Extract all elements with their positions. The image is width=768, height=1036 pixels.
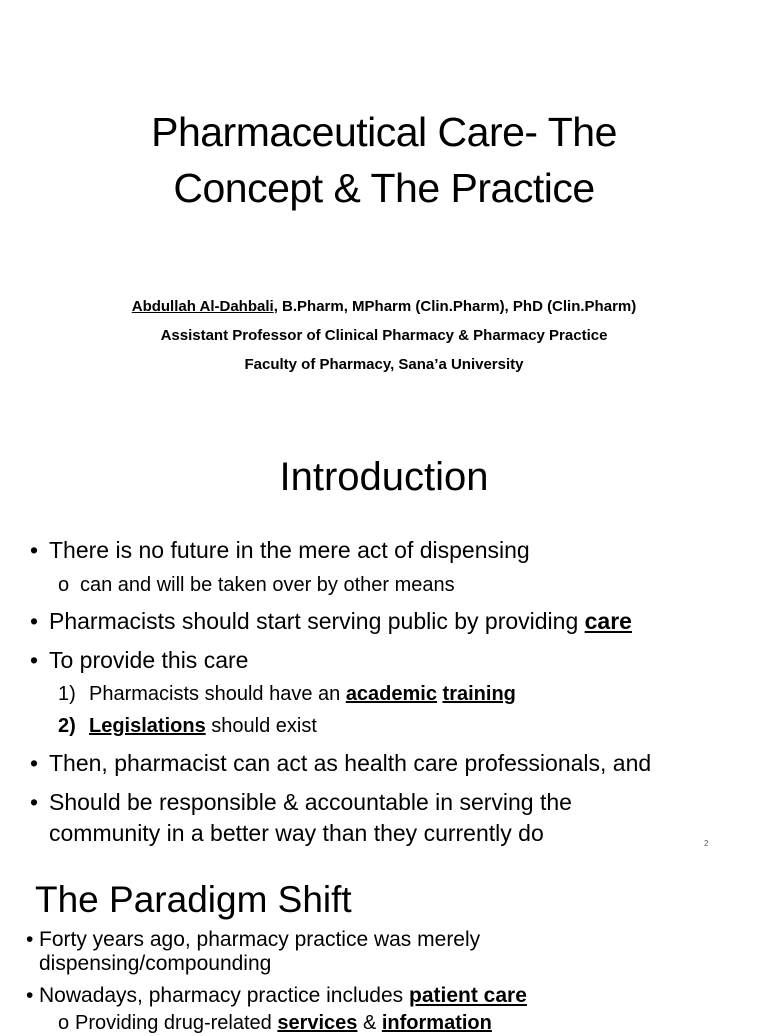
- bullet-text-line2: community in a better way than they currently do: [49, 820, 544, 846]
- emphasis-legislations: Legislations: [89, 715, 206, 737]
- intro-bullet-1: [30, 535, 748, 566]
- bullet-text-line1: Forty years ago, pharmacy practice was merely: [39, 928, 481, 951]
- intro-bullet-4: [30, 748, 748, 779]
- slide2-title: Introduction: [279, 455, 489, 499]
- sub-text-pre: Providing drug-related: [75, 1012, 278, 1034]
- emphasis-care: care: [584, 608, 632, 634]
- number-label: 1): [58, 683, 76, 705]
- bullet-text: To provide this care: [49, 647, 249, 673]
- sub-bullet-text: can and will be taken over by other means: [80, 574, 455, 596]
- page-number: 2: [704, 839, 709, 848]
- numbered-item-1: [58, 681, 516, 707]
- bullet-text: Then, pharmacist can act as health care professionals, and: [49, 750, 652, 776]
- intro-bullet-5: [30, 787, 748, 849]
- bullet-marker: •: [30, 647, 39, 673]
- sub-bullet-marker: o: [58, 574, 70, 596]
- emphasis-information: information: [381, 1012, 492, 1034]
- slide1-title: [0, 104, 768, 216]
- intro-bullet-2: [30, 606, 748, 637]
- author-line: [0, 296, 768, 325]
- bullet-text: [39, 984, 748, 1008]
- bullet-text-pre: Pharmacists should start serving public by providing: [49, 608, 585, 634]
- bullet-text-pre: Nowadays, pharmacy practice includes: [39, 984, 410, 1007]
- author-block: [0, 296, 768, 383]
- slide3-title: The Paradigm Shift: [35, 879, 352, 920]
- slide1-title-line1: Pharmaceutical Care- The: [151, 109, 617, 155]
- number-label: 2): [58, 715, 76, 737]
- sub-bullet-marker: o: [58, 1012, 70, 1034]
- bullet-marker: •: [26, 928, 34, 951]
- intro-bullet-3: [30, 645, 748, 676]
- author-degrees: , B.Pharm, MPharm (Clin.Pharm), PhD (Clin.Pharm): [273, 298, 637, 315]
- bullet-marker: •: [30, 537, 39, 563]
- paradigm-bullet-1: [26, 928, 748, 976]
- numbered-text-post: should exist: [205, 715, 317, 737]
- author-name: Abdullah Al-Dahbali: [131, 298, 274, 315]
- sub-text-mid: &: [357, 1012, 382, 1034]
- slide1-title-line2: Concept & The Practice: [173, 165, 595, 211]
- bullet-text-line2: dispensing/compounding: [39, 952, 272, 975]
- paradigm-sub-bullet: [58, 1010, 492, 1036]
- bullet-marker: •: [30, 789, 39, 815]
- emphasis-training: training: [442, 683, 516, 705]
- bullet-marker: •: [30, 608, 39, 634]
- bullet-marker: •: [30, 750, 39, 776]
- emphasis-academic: academic: [345, 683, 437, 705]
- numbered-item-2: [58, 713, 317, 739]
- author-institution: Faculty of Pharmacy, Sana’a University: [244, 356, 524, 373]
- bullet-text: [49, 606, 748, 637]
- author-position: Assistant Professor of Clinical Pharmacy & Pharmacy Practice: [160, 327, 608, 344]
- paradigm-bullet-2: [26, 984, 748, 1008]
- intro-sub-bullet: [58, 572, 455, 598]
- numbered-text-pre: Pharmacists should have an: [89, 683, 346, 705]
- bullet-marker: •: [26, 984, 34, 1007]
- emphasis-services: services: [277, 1012, 358, 1034]
- bullet-text-line1: Should be responsible & accountable in serving the: [49, 789, 572, 815]
- emphasis-patient-care: patient care: [409, 984, 527, 1007]
- bullet-text: There is no future in the mere act of dispensing: [49, 537, 530, 563]
